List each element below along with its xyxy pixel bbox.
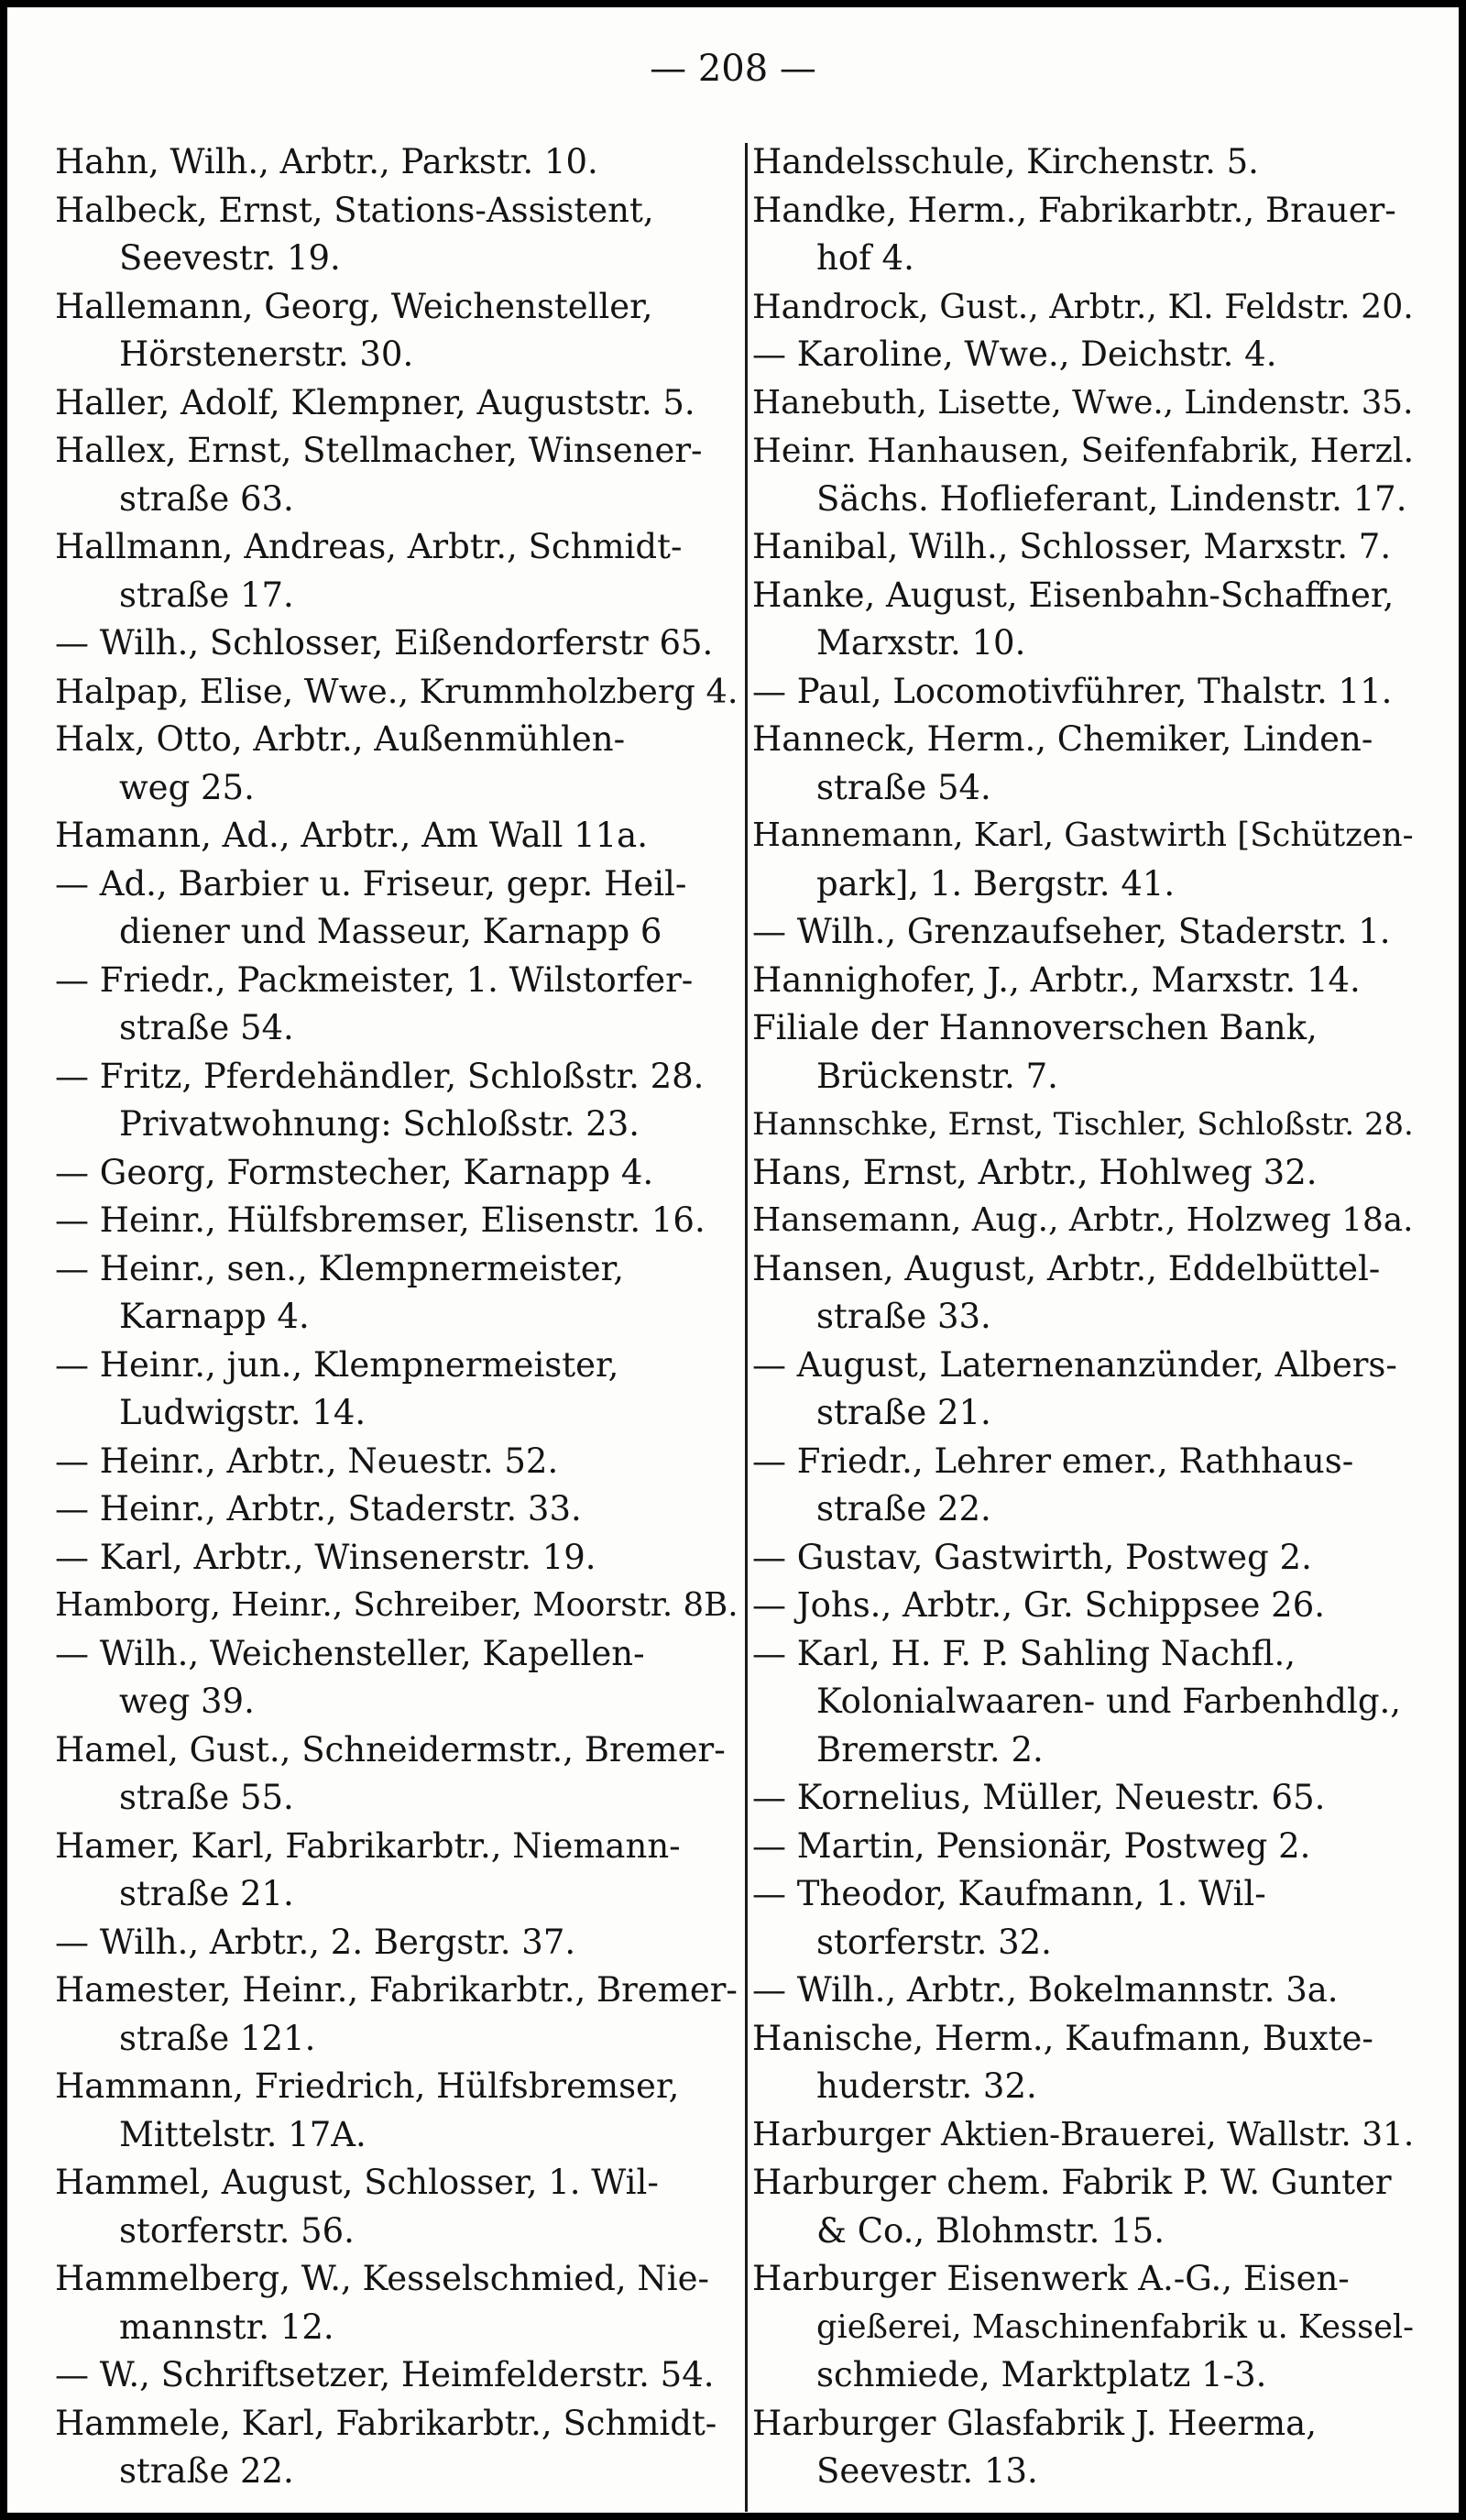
directory-entry bbox=[752, 572, 1414, 668]
directory-entry bbox=[55, 1342, 738, 1438]
entry-line: — W., Schriftsetzer, Heimfelderstr. 54. bbox=[55, 2355, 715, 2394]
entry-line: Hallex, Ernst, Stellmacher, Winsener- bbox=[55, 431, 703, 470]
entry-continuation-line: straße 55. bbox=[119, 1778, 294, 1817]
directory-entry bbox=[55, 2351, 738, 2400]
directory-entry bbox=[752, 668, 1414, 717]
directory-entry bbox=[55, 2400, 738, 2496]
entry-continuation-line: Hörstenerstr. 30. bbox=[119, 334, 414, 374]
directory-entry bbox=[55, 1438, 738, 1486]
directory-entry bbox=[55, 1726, 738, 1823]
directory-entry bbox=[752, 716, 1414, 812]
entry-continuation-line: weg 25. bbox=[119, 767, 255, 807]
directory-entry bbox=[55, 1245, 738, 1342]
entry-line: Harburger Glasfabrik J. Heerma, bbox=[752, 2403, 1317, 2443]
directory-entry bbox=[55, 283, 738, 379]
entry-line: — Heinr., sen., Klempnermeister, bbox=[55, 1248, 624, 1288]
entry-line: — Heinr., Hülfsbremser, Elisenstr. 16. bbox=[55, 1200, 706, 1240]
entry-line: Haller, Adolf, Klempner, Auguststr. 5. bbox=[55, 382, 695, 422]
directory-entry bbox=[55, 716, 738, 812]
entry-continuation-line: Mittelstr. 17A. bbox=[119, 2114, 366, 2154]
entry-line: Hamann, Ad., Arbtr., Am Wall 11a. bbox=[55, 816, 648, 855]
entry-continuation-line: weg 39. bbox=[119, 1682, 255, 1721]
entry-continuation-line: Kolonialwaaren- und Farbenhdlg., bbox=[816, 1682, 1402, 1721]
entry-line: Handke, Herm., Fabrikarbtr., Brauer- bbox=[752, 190, 1396, 230]
entry-line: — Wilh., Weichensteller, Kapellen- bbox=[55, 1633, 645, 1673]
directory-entry bbox=[55, 1485, 738, 1534]
entry-line: — Heinr., jun., Klempnermeister, bbox=[55, 1344, 619, 1385]
entry-line: — Wilh., Arbtr., Bokelmannstr. 3a. bbox=[752, 1970, 1339, 2010]
entry-line: Hansen, August, Arbtr., Eddelbüttel- bbox=[752, 1248, 1381, 1288]
directory-entry bbox=[55, 957, 738, 1053]
entry-line: — Gustav, Gastwirth, Postweg 2. bbox=[752, 1537, 1312, 1577]
entry-line: Hanebuth, Lisette, Wwe., Lindenstr. 35. bbox=[752, 383, 1414, 422]
directory-entry bbox=[752, 1582, 1414, 1630]
entry-line: Hallemann, Georg, Weichensteller, bbox=[55, 286, 653, 326]
entry-line: — August, Laternenanzünder, Albers- bbox=[752, 1344, 1397, 1385]
entry-line: — Karl, Arbtr., Winsenerstr. 19. bbox=[55, 1537, 596, 1577]
entry-line: Harburger Eisenwerk A.-G., Eisen- bbox=[752, 2259, 1350, 2298]
entry-continuation-line: mannstr. 12. bbox=[119, 2306, 334, 2347]
directory-entry bbox=[752, 2159, 1414, 2255]
entry-line: Hamer, Karl, Fabrikarbtr., Niemann- bbox=[55, 1825, 681, 1866]
entry-line: Halx, Otto, Arbtr., Außenmühlen- bbox=[55, 719, 626, 759]
entry-line: Hallmann, Andreas, Arbtr., Schmidt- bbox=[55, 527, 683, 566]
entry-continuation-line: Ludwigstr. 14. bbox=[119, 1393, 366, 1432]
entry-line: — Johs., Arbtr., Gr. Schippsee 26. bbox=[752, 1585, 1326, 1625]
entry-continuation-line: straße 21. bbox=[816, 1393, 991, 1432]
directory-entry bbox=[752, 1197, 1414, 1245]
directory-entry bbox=[752, 2015, 1414, 2111]
directory-entry bbox=[55, 860, 738, 957]
directory-entry bbox=[55, 619, 738, 668]
directory-entry bbox=[752, 957, 1414, 1005]
entry-line: — Wilh., Arbtr., 2. Bergstr. 37. bbox=[55, 1922, 576, 1962]
entry-continuation-line: Karnapp 4. bbox=[119, 1297, 310, 1336]
directory-entry bbox=[55, 1582, 738, 1630]
entry-line: — Friedr., Lehrer emer., Rathhaus- bbox=[752, 1441, 1354, 1481]
directory-entry bbox=[55, 1197, 738, 1245]
entry-continuation-line: Seevestr. 19. bbox=[119, 238, 341, 278]
directory-entry bbox=[752, 1870, 1414, 1967]
directory-entry bbox=[752, 812, 1414, 908]
entry-line: Hans, Ernst, Arbtr., Hohlweg 32. bbox=[752, 1152, 1318, 1192]
entry-line: Heinr. Hanhausen, Seifenfabrik, Herzl. bbox=[752, 431, 1414, 470]
directory-entry bbox=[752, 523, 1414, 572]
entry-continuation-line: huderstr. 32. bbox=[816, 2066, 1037, 2106]
column-divider bbox=[745, 143, 748, 2512]
entry-continuation-line: straße 121. bbox=[119, 2018, 316, 2058]
directory-entry bbox=[752, 1774, 1414, 1823]
entry-line: Halpap, Elise, Wwe., Krummholzberg 4. bbox=[55, 671, 738, 711]
directory-entry bbox=[752, 1149, 1414, 1198]
directory-entry bbox=[752, 331, 1414, 379]
directory-entry bbox=[55, 1967, 738, 2063]
entry-continuation-line: storferstr. 56. bbox=[119, 2210, 355, 2251]
entry-continuation-line: straße 17. bbox=[119, 575, 294, 615]
entry-line: Hamester, Heinr., Fabrikarbtr., Bremer- bbox=[55, 1970, 738, 2010]
directory-entry bbox=[752, 908, 1414, 957]
directory-entry bbox=[55, 1630, 738, 1726]
entry-continuation-line: storferstr. 32. bbox=[816, 1922, 1052, 1962]
entry-continuation-line: gießerei, Maschinenfabrik u. Kessel- bbox=[816, 2307, 1414, 2346]
entry-line: — Karoline, Wwe., Deichstr. 4. bbox=[752, 334, 1277, 374]
directory-entry bbox=[752, 283, 1414, 332]
directory-entry bbox=[752, 1101, 1414, 1149]
entry-line: — Friedr., Packmeister, 1. Wilstorfer- bbox=[55, 959, 694, 1000]
directory-entry bbox=[752, 2400, 1414, 2496]
directory-entry bbox=[752, 1534, 1414, 1583]
entry-line: Hannschke, Ernst, Tischler, Schloßstr. 28. bbox=[752, 1106, 1414, 1142]
entry-continuation-line: Marxstr. 10. bbox=[816, 623, 1026, 663]
entry-line: — Heinr., Arbtr., Neuestr. 52. bbox=[55, 1441, 559, 1481]
entry-line: Hamel, Gust., Schneidermstr., Bremer- bbox=[55, 1729, 726, 1769]
directory-entry bbox=[752, 1004, 1414, 1101]
entry-continuation-line: Privatwohnung: Schloßstr. 23. bbox=[119, 1104, 640, 1144]
directory-entry bbox=[752, 138, 1414, 187]
entry-line: Hannemann, Karl, Gastwirth [Schützen- bbox=[752, 816, 1414, 854]
entry-line: — Ad., Barbier u. Friseur, gepr. Heil- bbox=[55, 863, 687, 904]
entry-line: — Paul, Locomotivführer, Thalstr. 11. bbox=[752, 671, 1393, 711]
entry-continuation-line: straße 21. bbox=[119, 1874, 294, 1913]
directory-entry bbox=[752, 2255, 1414, 2400]
directory-entry bbox=[55, 1053, 738, 1149]
directory-entry bbox=[752, 2111, 1414, 2160]
entry-line: — Kornelius, Müller, Neuestr. 65. bbox=[752, 1778, 1326, 1817]
entry-line: — Heinr., Arbtr., Staderstr. 33. bbox=[55, 1489, 582, 1528]
directory-entry bbox=[55, 1919, 738, 1967]
entry-line: Hansemann, Aug., Arbtr., Holzweg 18a. bbox=[752, 1201, 1414, 1239]
entry-continuation-line: hof 4. bbox=[816, 238, 914, 278]
entry-line: Hannighofer, J., Arbtr., Marxstr. 14. bbox=[752, 959, 1361, 1000]
entry-line: Halbeck, Ernst, Stations-Assistent, bbox=[55, 190, 654, 230]
entry-line: Hammel, August, Schlosser, 1. Wil- bbox=[55, 2163, 659, 2202]
directory-entry bbox=[752, 1245, 1414, 1342]
directory-entry bbox=[752, 1342, 1414, 1438]
entry-continuation-line: Bremerstr. 2. bbox=[816, 1729, 1044, 1769]
directory-entry bbox=[55, 379, 738, 428]
entry-line: Handelsschule, Kirchenstr. 5. bbox=[752, 142, 1259, 181]
entry-continuation-line: & Co., Blohmstr. 15. bbox=[816, 2210, 1165, 2251]
directory-entry bbox=[752, 1630, 1414, 1775]
page-number: — 208 — bbox=[650, 48, 816, 90]
directory-entry bbox=[752, 1823, 1414, 1871]
directory-entry bbox=[55, 138, 738, 187]
left-column bbox=[55, 138, 738, 2496]
directory-entry bbox=[55, 523, 738, 619]
entry-line: — Wilh., Grenzaufseher, Staderstr. 1. bbox=[752, 912, 1391, 951]
entry-line: Harburger Aktien-Brauerei, Wallstr. 31. bbox=[752, 2115, 1414, 2153]
directory-entry bbox=[55, 1534, 738, 1583]
entry-line: Hamborg, Heinr., Schreiber, Moorstr. 8B. bbox=[55, 1586, 738, 1624]
directory-entry bbox=[55, 668, 738, 717]
entry-line: Hanke, August, Eisenbahn-Schaffner, bbox=[752, 575, 1395, 615]
directory-entry bbox=[55, 1149, 738, 1198]
directory-entry bbox=[752, 379, 1414, 428]
directory-entry bbox=[55, 427, 738, 523]
entry-continuation-line: park], 1. Bergstr. 41. bbox=[816, 863, 1176, 904]
entry-line: — Wilh., Schlosser, Eißendorferstr 65. bbox=[55, 623, 714, 663]
entry-continuation-line: diener und Masseur, Karnapp 6 bbox=[119, 912, 662, 951]
directory-entry bbox=[752, 187, 1414, 283]
right-column bbox=[752, 138, 1414, 2496]
directory-entry bbox=[55, 187, 738, 283]
directory-entry bbox=[752, 1967, 1414, 2015]
entry-line: — Martin, Pensionär, Postweg 2. bbox=[752, 1825, 1311, 1866]
entry-line: Handrock, Gust., Arbtr., Kl. Feldstr. 20. bbox=[752, 286, 1414, 326]
entry-line: — Theodor, Kaufmann, 1. Wil- bbox=[752, 1874, 1266, 1913]
entry-line: Hanibal, Wilh., Schlosser, Marxstr. 7. bbox=[752, 527, 1392, 566]
entry-line: Hammann, Friedrich, Hülfsbremser, bbox=[55, 2066, 680, 2106]
directory-entry bbox=[752, 427, 1414, 523]
entry-line: — Karl, H. F. P. Sahling Nachfl., bbox=[752, 1633, 1296, 1673]
entry-continuation-line: straße 33. bbox=[816, 1297, 991, 1336]
entry-line: Hammelberg, W., Kesselschmied, Nie- bbox=[55, 2259, 709, 2298]
entry-continuation-line: straße 22. bbox=[119, 2451, 294, 2491]
entry-continuation-line: schmiede, Marktplatz 1-3. bbox=[816, 2355, 1267, 2394]
directory-entry bbox=[752, 1438, 1414, 1534]
entry-line: Harburger chem. Fabrik P. W. Gunter bbox=[752, 2163, 1392, 2202]
entry-line: Filiale der Hannoverschen Bank, bbox=[752, 1008, 1318, 1047]
entry-continuation-line: Seevestr. 13. bbox=[816, 2451, 1038, 2491]
entry-continuation-line: Brückenstr. 7. bbox=[816, 1056, 1058, 1096]
entry-continuation-line: straße 54. bbox=[119, 1008, 294, 1047]
entry-line: — Georg, Formstecher, Karnapp 4. bbox=[55, 1152, 654, 1192]
directory-entry bbox=[55, 812, 738, 860]
entry-line: Hanneck, Herm., Chemiker, Linden- bbox=[752, 719, 1373, 759]
directory-entry bbox=[55, 2159, 738, 2255]
entry-line: Hanische, Herm., Kaufmann, Buxte- bbox=[752, 2018, 1373, 2058]
directory-entry bbox=[55, 1823, 738, 1919]
entry-continuation-line: Sächs. Hoflieferant, Lindenstr. 17. bbox=[816, 478, 1407, 519]
entry-line: — Fritz, Pferdehändler, Schloßstr. 28. bbox=[55, 1056, 705, 1096]
entry-line: Hahn, Wilh., Arbtr., Parkstr. 10. bbox=[55, 142, 598, 181]
directory-entry bbox=[55, 2255, 738, 2351]
directory-page bbox=[7, 7, 1459, 2513]
entry-continuation-line: straße 63. bbox=[119, 478, 294, 519]
entry-continuation-line: straße 54. bbox=[816, 767, 991, 807]
entry-line: Hammele, Karl, Fabrikarbtr., Schmidt- bbox=[55, 2403, 717, 2443]
directory-entry bbox=[55, 2063, 738, 2159]
entry-continuation-line: straße 22. bbox=[816, 1489, 991, 1528]
